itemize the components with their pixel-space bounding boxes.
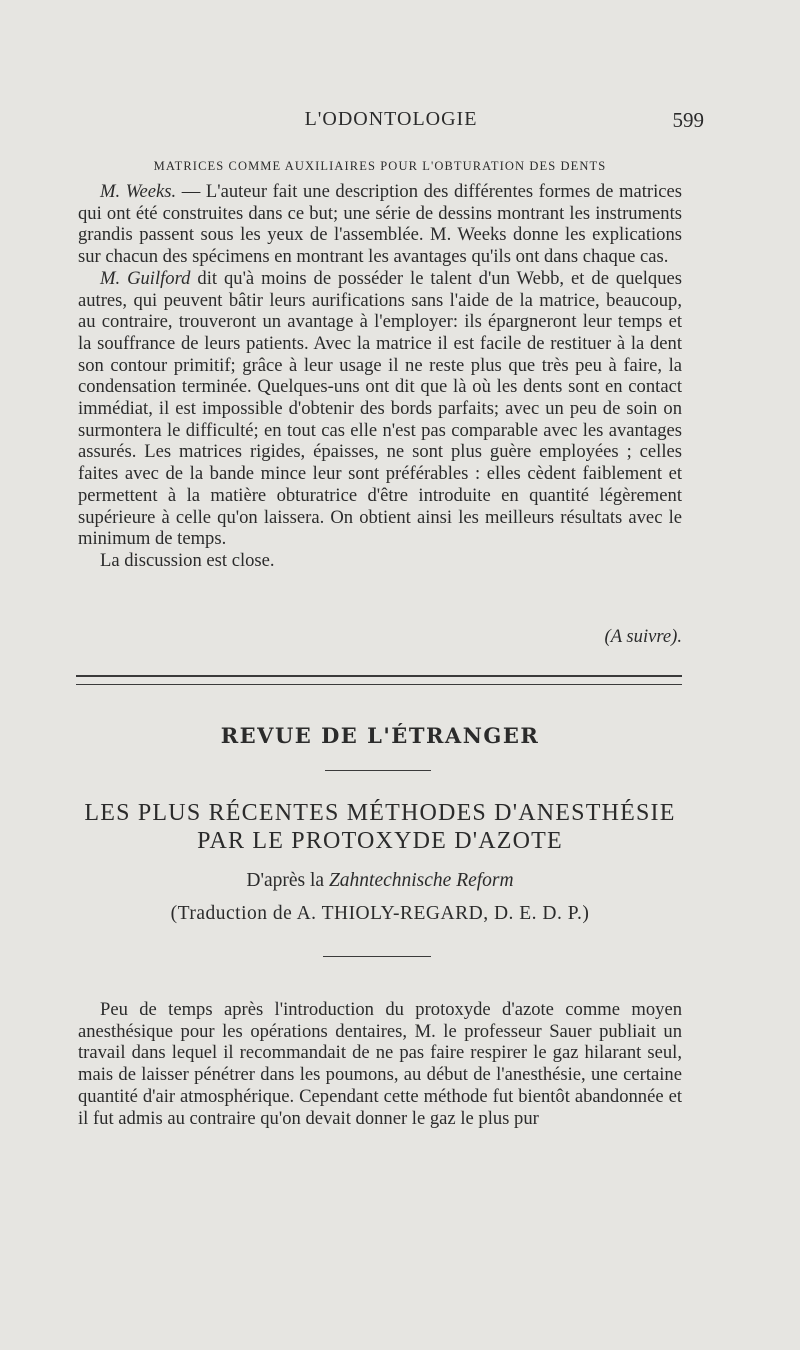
article-title-line2: PAR LE PROTOXYDE D'AZOTE — [197, 828, 563, 854]
source-name: Zahntechnische Reform — [328, 870, 514, 891]
speaker-name: M. Weeks. — [100, 181, 177, 202]
continuation-text: (A suivre). — [604, 626, 682, 647]
rubric-heading: REVUE DE L'ÉTRANGER — [220, 723, 540, 748]
continuation-note — [605, 626, 682, 648]
paragraph-text: — L'auteur fait une description des différentes formes de matrices qui ont été construites dans ce but; une série de dessins montrant les instruments grandis passent sous les yeux de l'assemblée. M. Weeks donne les explications sur chacun des spécimens en montrant les avantages qu'ils ont dans chaque cas. — [78, 181, 682, 268]
paragraph-weeks — [78, 181, 682, 268]
running-header — [78, 108, 704, 138]
running-title: L'ODONTOLOGIE — [304, 108, 478, 130]
page-number: 599 — [672, 108, 704, 132]
short-divider — [325, 770, 431, 771]
paragraph-text: dit qu'à moins de posséder le talent d'un Webb, et de quelques autres, qui peuvent bâtir leurs aurifications sans l'aide de la matrice, beaucoup, au contraire, trouveront un avantage à l'employer: ils épargneront leur temps et la souffrance de leurs patients. Avec la matrice il est facile de restituer à la dent son contour primitif; grâce à leur usage il ne reste plus que très peu à faire, la condensation terminée. Quelques-uns ont dit que là où les dents sont en contact immédiat, il est impossible d'obtenir des bords parfaits; avec un peu de soin on surmontera le difficulté; en tout cas elle n'est pas comparable avec les avantages assurés. Les matrices rigides, épaisses, ne sont plus guère employées ; celles faites avec de la bande mince leur sont préférables : elles cèdent faiblement et permettent à la matière obturatrice d'être introduite en quantité légèrement supérieure à celle qu'on laissera. On obtient ainsi les meilleurs résultats avec le minimum de temps. — [78, 267, 682, 550]
section-heading: MATRICES COMME AUXILIAIRES POUR L'OBTURATION DES DENTS — [153, 159, 607, 173]
source-prefix: D'après la — [246, 870, 329, 891]
translation-credit: (Traduction de A. THIOLY-REGARD, D. E. D. P.) — [170, 903, 590, 924]
short-divider — [323, 956, 431, 957]
discussion-text — [78, 181, 682, 572]
article-title-line1: LES PLUS RÉCENTES MÉTHODES D'ANESTHÉSIE — [84, 800, 676, 826]
speaker-name: M. Guilford — [100, 267, 191, 289]
paragraph-guilford — [78, 268, 682, 550]
article-title — [78, 799, 682, 855]
double-divider — [76, 675, 682, 685]
paragraph-closing — [78, 550, 682, 572]
article-paragraph: Peu de temps après l'introduction du protoxyde d'azote comme moyen anesthésique pour les opérations dentaires, M. le professeur Sauer publiait un travail dans lequel il recommandait de ne pas faire respirer le gaz hilarant seul, mais de laisser pénétrer dans les poumons, au début de l'anesthésie, une certaine quantité d'air atmosphérique. Cependant cette méthode fut bientôt abandonnée et il fut admis au contraire qu'on devait donner le gaz le plus pur — [78, 999, 682, 1129]
paragraph-text: La discussion est close. — [100, 549, 275, 571]
article-body — [78, 999, 682, 1129]
source-line — [78, 870, 682, 892]
